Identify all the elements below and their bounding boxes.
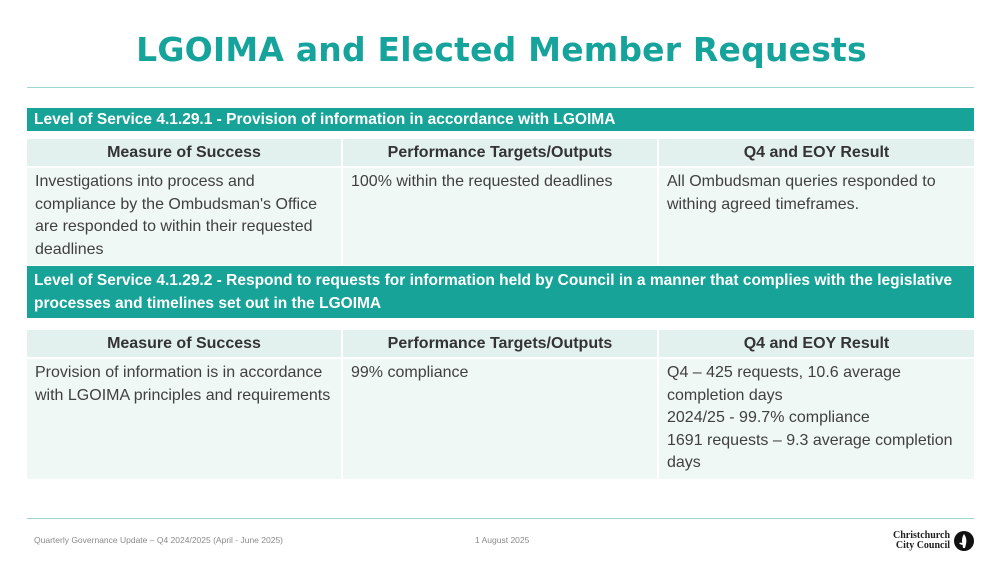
section1-col-target: Performance Targets/Outputs (343, 139, 657, 166)
footer-document-title: Quarterly Governance Update – Q4 2024/2025 (April - June 2025) (34, 535, 284, 545)
logo-line1: Christchurch (893, 530, 951, 541)
footer-divider (27, 518, 974, 519)
section2-result-line: Q4 – 425 requests, 10.6 average completion days (667, 364, 901, 404)
section2-col-result: Q4 and EOY Result (659, 330, 974, 357)
section2-column-headers (27, 330, 974, 357)
page-title: LGOIMA and Elected Member Requests (136, 30, 867, 69)
section1-col-measure: Measure of Success (27, 139, 341, 166)
section1-col-result: Q4 and EOY Result (659, 139, 974, 166)
section2-result-line: 1691 requests – 9.3 average completion days (667, 431, 953, 471)
title-divider (27, 87, 974, 88)
section1-result-cell: All Ombudsman queries responded to withing agreed timeframes. (659, 168, 974, 265)
logo-line2: City Council (895, 540, 951, 551)
christchurch-council-logo-icon (954, 531, 974, 551)
section1-header: Level of Service 4.1.29.1 - Provision of information in accordance with LGOIMA (27, 108, 974, 131)
section1-data-row (27, 168, 974, 265)
footer-date: 1 August 2025 (475, 535, 530, 545)
section1-measure-cell: Investigations into process and compliance by the Ombudsman's Office are responded to within their requested deadlines (27, 168, 341, 265)
section1-column-headers (27, 139, 974, 166)
council-logo (893, 531, 974, 551)
section2-col-target: Performance Targets/Outputs (343, 330, 657, 357)
section2-header: Level of Service 4.1.29.2 - Respond to requests for information held by Council in a manner that complies with the legislative processes and timelines set out in the LGOIMA (27, 266, 974, 318)
section2-target-cell: 99% compliance (343, 359, 657, 479)
section2-col-measure: Measure of Success (27, 330, 341, 357)
section2-data-row (27, 359, 974, 479)
section2-measure-cell: Provision of information is in accordance with LGOIMA principles and requirements (27, 359, 341, 479)
section2-result-line: 2024/25 - 99.7% compliance (667, 409, 870, 426)
section1-target-cell: 100% within the requested deadlines (343, 168, 657, 265)
section2-result-cell (659, 359, 974, 479)
